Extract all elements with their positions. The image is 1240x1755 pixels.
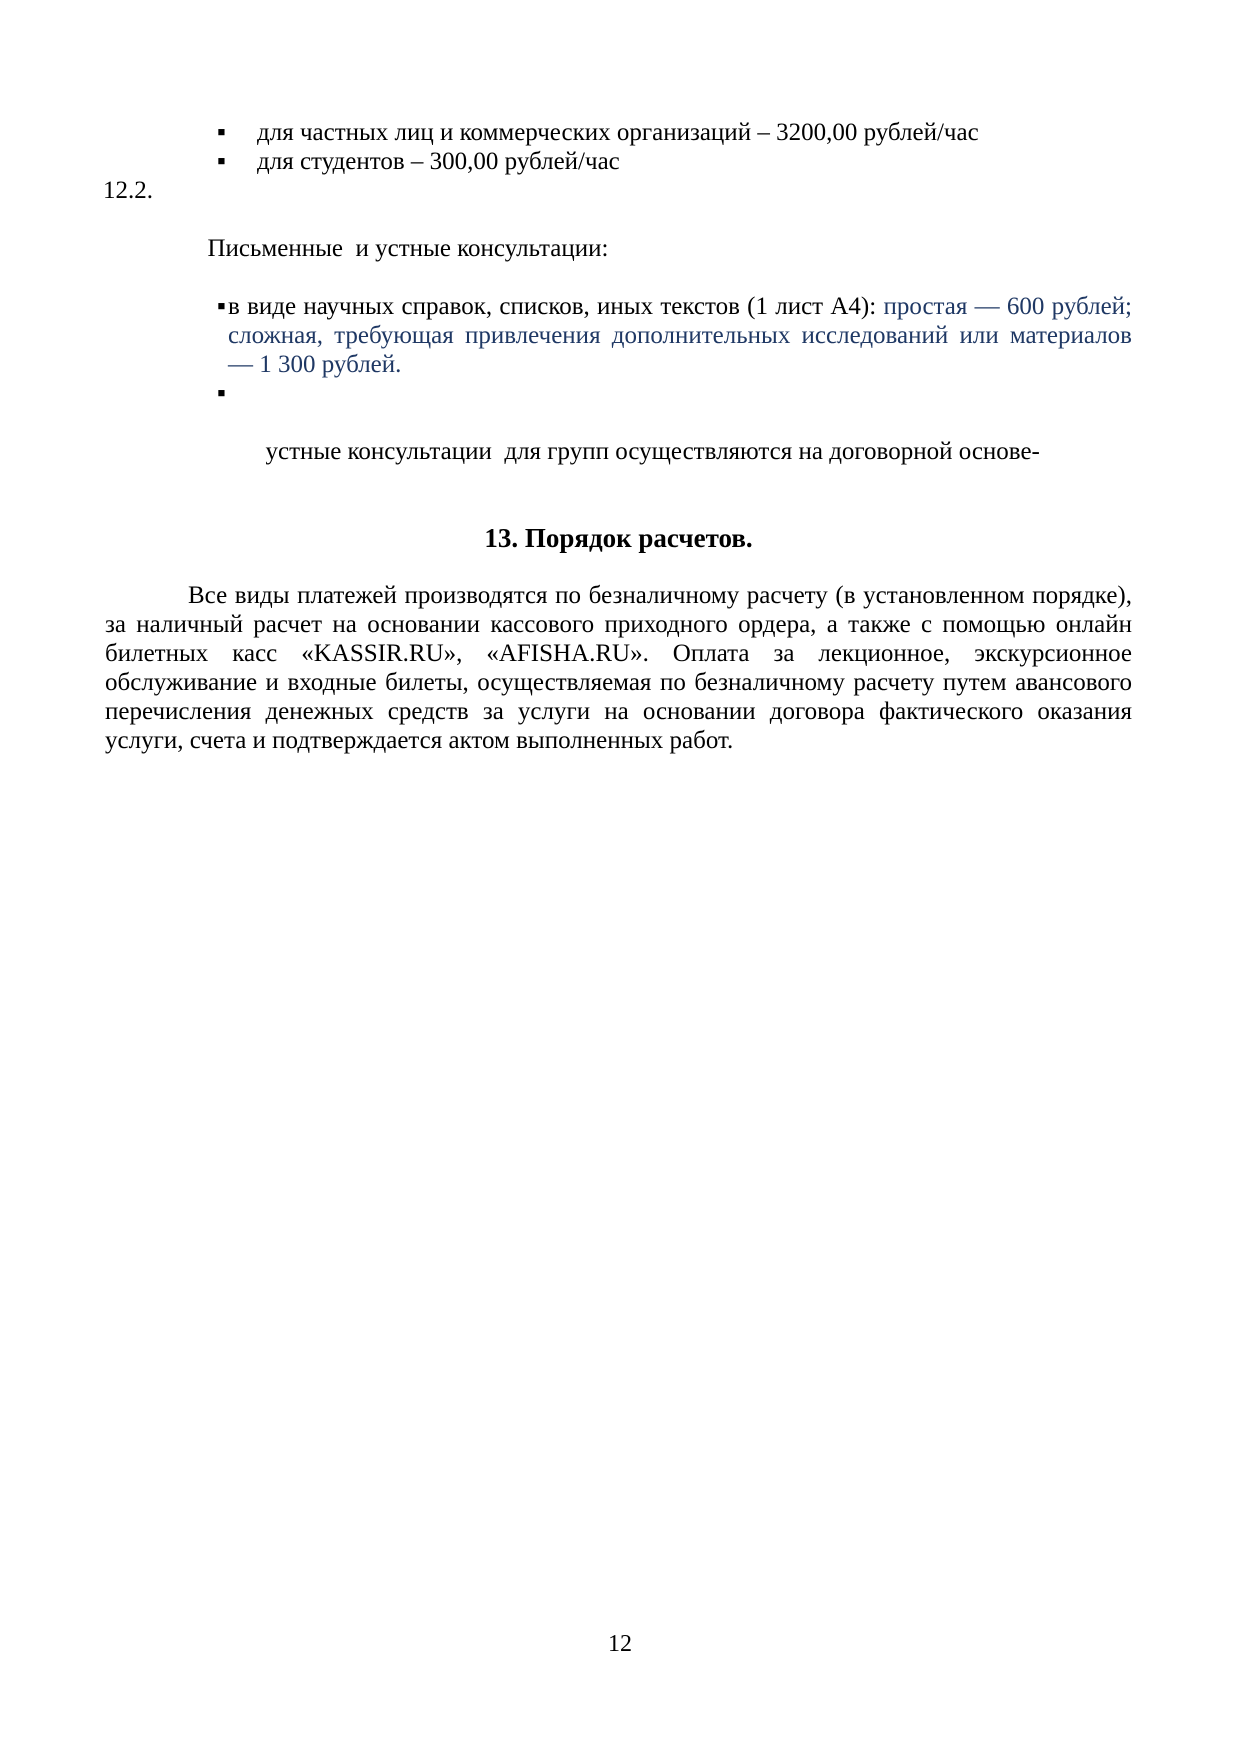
- square-bullet-icon: ▪: [217, 119, 226, 146]
- list-item: [105, 379, 1132, 495]
- page-number: 12: [608, 1631, 632, 1657]
- square-bullet-icon: ▪: [217, 293, 226, 320]
- list-item: [105, 292, 1132, 379]
- rate-line-students: для студентов – 300,00 рублей/час: [257, 148, 620, 175]
- written-consult-price: простая — 600 рублей; сложная, требующая привлечения дополнительных исследований или материалов — 1 300 рублей.: [228, 293, 1132, 378]
- square-bullet-icon: ▪: [217, 380, 226, 407]
- list-item: [105, 118, 1132, 147]
- page-content: [105, 118, 1132, 755]
- square-bullet-icon: ▪: [217, 148, 226, 175]
- section-heading: 13. Порядок расчетов.: [484, 523, 753, 553]
- written-consult-text: в виде научных справок, списков, иных текстов (1 лист А4):: [228, 293, 884, 320]
- clause-title: Письменные и устные консультации:: [207, 235, 609, 262]
- payment-paragraph: Все виды платежей производятся по безналичному расчету (в установленном порядке), за наличный расчет на основании кассового приходного ордера, а также с помощью онлайн билетных касс «KASSIR.RU», «AFISHA.RU». Оплата за лекционное, экскурсионное обслуживание и входные билеты, осуществляемая по безналичному расчету путем авансового перечисления денежных средств за услуги на основании договора фактического оказания услуги, счета и подтверждается актом выполненных работ.: [105, 582, 1132, 754]
- list-item: [105, 147, 1132, 176]
- clause-12-2: [105, 176, 1132, 292]
- rate-line-private: для частных лиц и коммерческих организаций – 3200,00 рублей/час: [257, 119, 979, 146]
- oral-consult-text: устные консультации для групп осуществляются на договорной основе-: [265, 438, 1040, 465]
- clause-number: 12.2.: [103, 177, 153, 204]
